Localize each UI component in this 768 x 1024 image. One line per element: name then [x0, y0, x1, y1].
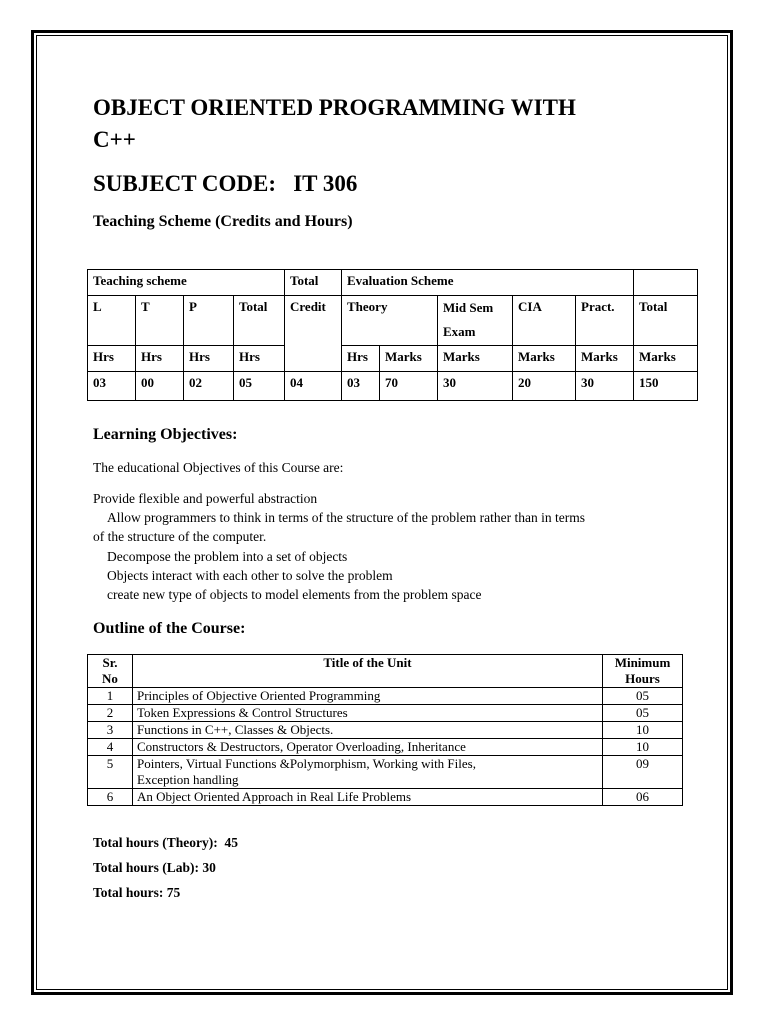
row-sr: 6: [88, 789, 133, 806]
total-hours-theory: Total hours (Theory): 45: [93, 835, 239, 850]
unit-marks: Marks: [513, 346, 576, 372]
value-total-hours: 05: [234, 372, 285, 401]
objectives-intro: The educational Objectives of this Course are:: [93, 460, 344, 475]
col-title: Title of the Unit: [133, 655, 603, 688]
col-t: T: [136, 296, 184, 346]
table-row: [88, 789, 683, 806]
objective-item: Objects interact with each other to solve the problem: [107, 568, 393, 583]
row-title: Principles of Objective Oriented Programming: [133, 688, 603, 705]
row-hours: 05: [603, 705, 683, 722]
course-title-line2: C++: [93, 127, 136, 152]
col-min-hours: Minimum Hours: [603, 655, 683, 688]
row-title: Pointers, Virtual Functions &Polymorphism, Working with Files, Exception handling: [133, 756, 603, 789]
value-p: 02: [184, 372, 234, 401]
col-sr-no: Sr. No: [88, 655, 133, 688]
unit-hrs: Hrs: [342, 346, 380, 372]
col-credit: Credit: [285, 296, 342, 372]
teaching-scheme-header: Teaching scheme: [88, 270, 285, 296]
subject-code: SUBJECT CODE: IT 306: [93, 171, 358, 196]
table-row: [88, 722, 683, 739]
col-total-hours: Total: [234, 296, 285, 346]
evaluation-scheme-header: Evaluation Scheme: [342, 270, 634, 296]
row-title: An Object Oriented Approach in Real Life Problems: [133, 789, 603, 806]
row-title: Functions in C++, Classes & Objects.: [133, 722, 603, 739]
unit-marks: Marks: [576, 346, 634, 372]
unit-hrs: Hrs: [184, 346, 234, 372]
row-hours: 10: [603, 739, 683, 756]
total-hours: Total hours: 75: [93, 885, 181, 900]
objective-item: Allow programmers to think in terms of the structure of the problem rather than in terms: [107, 510, 586, 525]
objective-item: Provide flexible and powerful abstraction: [93, 491, 318, 506]
row-sr: 4: [88, 739, 133, 756]
row-hours: 05: [603, 688, 683, 705]
objective-item: Decompose the problem into a set of objects: [107, 549, 348, 564]
learning-objectives-heading: Learning Objectives:: [93, 426, 238, 443]
table-row: [88, 705, 683, 722]
value-pract: 30: [576, 372, 634, 401]
col-mid-sem: Mid Sem Exam: [438, 296, 513, 346]
total-hours-lab: Total hours (Lab): 30: [93, 860, 216, 875]
col-total-marks: Total: [634, 296, 698, 346]
value-theory-hrs: 03: [342, 372, 380, 401]
value-total-marks: 150: [634, 372, 698, 401]
value-t: 00: [136, 372, 184, 401]
value-theory-marks: 70: [380, 372, 438, 401]
row-sr: 3: [88, 722, 133, 739]
value-mid-sem: 30: [438, 372, 513, 401]
outline-heading: Outline of the Course:: [93, 620, 246, 637]
table-row: [88, 739, 683, 756]
row-hours: 06: [603, 789, 683, 806]
teaching-scheme-heading: Teaching Scheme (Credits and Hours): [93, 213, 353, 230]
unit-hrs: Hrs: [136, 346, 184, 372]
unit-marks: Marks: [438, 346, 513, 372]
row-sr: 2: [88, 705, 133, 722]
row-title: Constructors & Destructors, Operator Overloading, Inheritance: [133, 739, 603, 756]
unit-marks: Marks: [380, 346, 438, 372]
col-p: P: [184, 296, 234, 346]
value-credit: 04: [285, 372, 342, 401]
row-sr: 5: [88, 756, 133, 789]
unit-marks: Marks: [634, 346, 698, 372]
col-l: L: [88, 296, 136, 346]
objective-item-continued: of the structure of the computer.: [93, 529, 267, 544]
total-credit-header: Total: [285, 270, 342, 296]
col-pract: Pract.: [576, 296, 634, 346]
col-cia: CIA: [513, 296, 576, 346]
col-theory: Theory: [342, 296, 438, 346]
value-l: 03: [88, 372, 136, 401]
course-outline-table: [87, 654, 683, 806]
table-row: [88, 688, 683, 705]
row-sr: 1: [88, 688, 133, 705]
unit-hrs: Hrs: [88, 346, 136, 372]
teaching-scheme-table: [87, 269, 698, 401]
table-row: [88, 756, 683, 789]
row-title: Token Expressions & Control Structures: [133, 705, 603, 722]
objective-item: create new type of objects to model elements from the problem space: [107, 587, 482, 602]
course-title-line1: OBJECT ORIENTED PROGRAMMING WITH: [93, 95, 576, 120]
unit-hrs: Hrs: [234, 346, 285, 372]
value-cia: 20: [513, 372, 576, 401]
row-hours: 09: [603, 756, 683, 789]
row-hours: 10: [603, 722, 683, 739]
